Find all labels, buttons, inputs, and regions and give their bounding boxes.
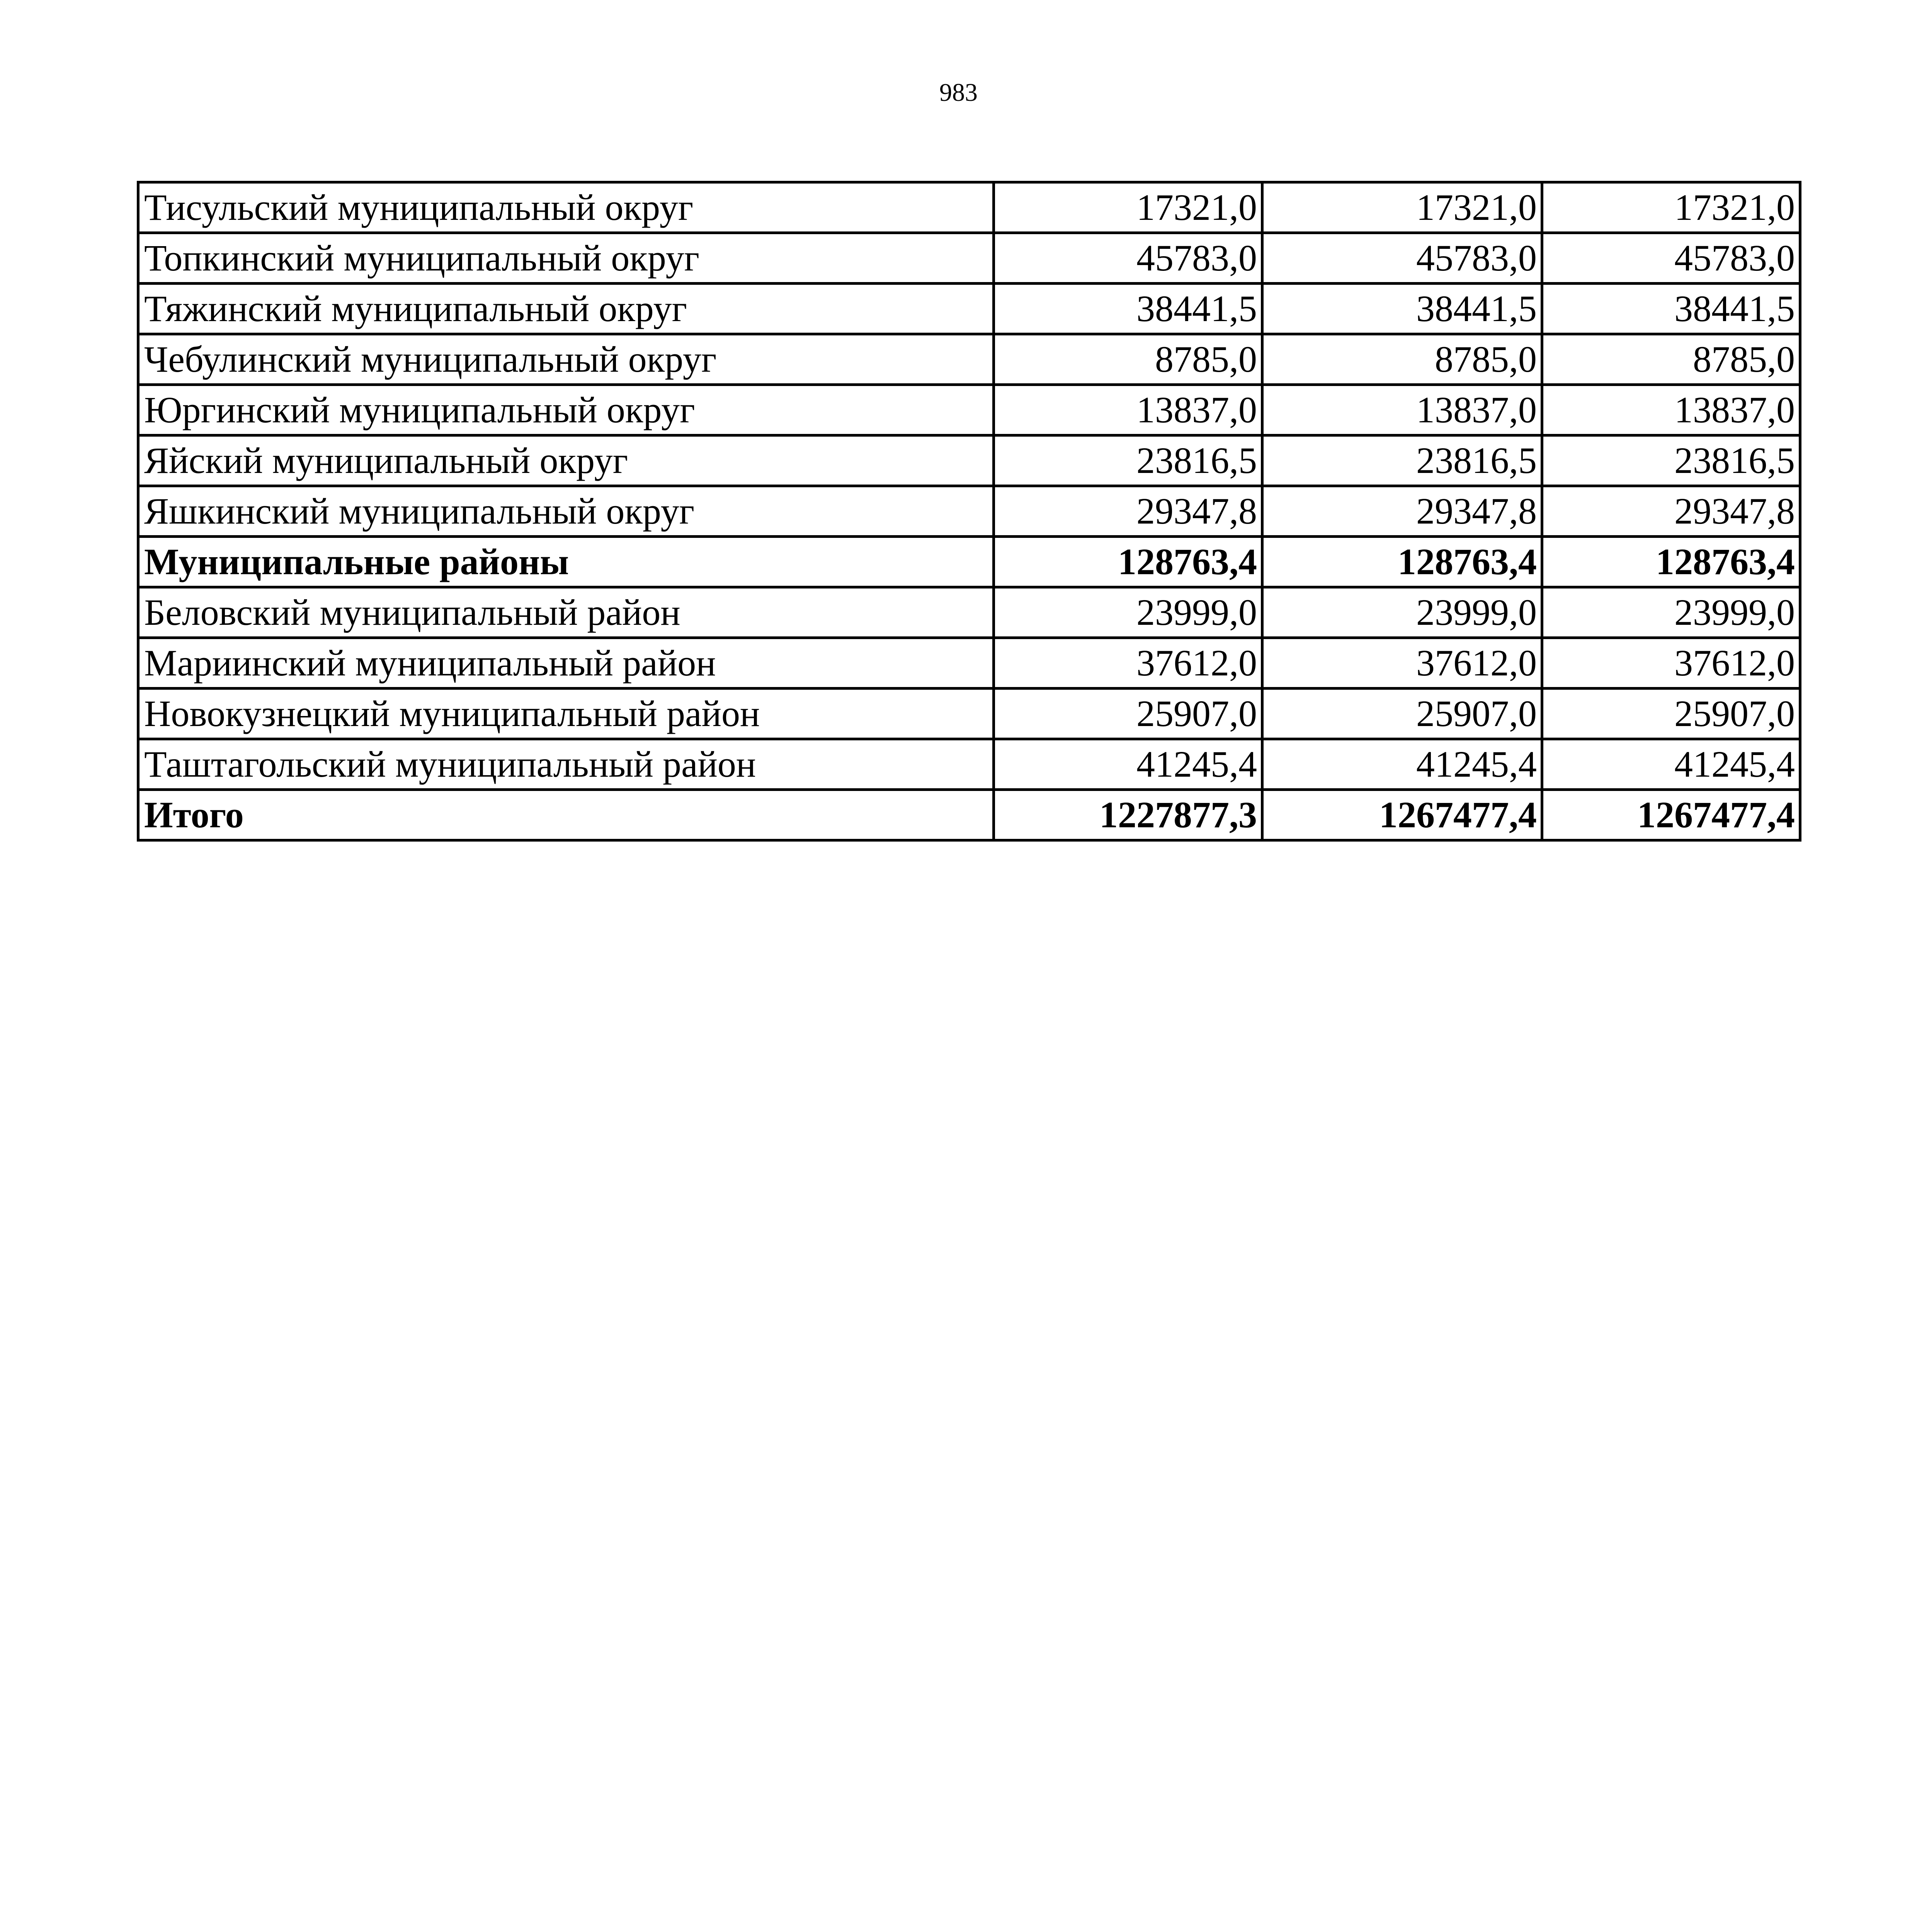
table-row — [138, 638, 1800, 689]
municipality-name-cell: Юргинский муниципальный округ — [138, 385, 994, 435]
municipality-name-cell: Тяжинский муниципальный округ — [138, 284, 994, 334]
value-cell-year-3: 25907,0 — [1542, 689, 1800, 739]
table-body — [138, 182, 1800, 840]
table-row — [138, 537, 1800, 587]
municipality-name-cell: Яйский муниципальный округ — [138, 435, 994, 486]
value-cell-year-2: 25907,0 — [1262, 689, 1542, 739]
value-cell-year-2: 38441,5 — [1262, 284, 1542, 334]
municipality-name-cell: Беловский муниципальный район — [138, 587, 994, 638]
value-cell-year-3: 23816,5 — [1542, 435, 1800, 486]
value-cell-year-3: 8785,0 — [1542, 334, 1800, 385]
value-cell-year-1: 1227877,3 — [994, 790, 1262, 840]
value-cell-year-1: 128763,4 — [994, 537, 1262, 587]
value-cell-year-2: 1267477,4 — [1262, 790, 1542, 840]
value-cell-year-2: 13837,0 — [1262, 385, 1542, 435]
budget-table — [137, 181, 1801, 842]
municipality-name-cell: Чебулинский муниципальный округ — [138, 334, 994, 385]
value-cell-year-2: 17321,0 — [1262, 182, 1542, 233]
total-name-cell: Итого — [138, 790, 994, 840]
table-row — [138, 435, 1800, 486]
value-cell-year-2: 41245,4 — [1262, 739, 1542, 790]
municipality-name-cell: Новокузнецкий муниципальный район — [138, 689, 994, 739]
value-cell-year-2: 8785,0 — [1262, 334, 1542, 385]
table-row — [138, 334, 1800, 385]
municipality-name-cell: Мариинский муниципальный район — [138, 638, 994, 689]
value-cell-year-1: 38441,5 — [994, 284, 1262, 334]
value-cell-year-1: 29347,8 — [994, 486, 1262, 537]
value-cell-year-1: 23816,5 — [994, 435, 1262, 486]
value-cell-year-3: 29347,8 — [1542, 486, 1800, 537]
value-cell-year-3: 17321,0 — [1542, 182, 1800, 233]
value-cell-year-1: 45783,0 — [994, 233, 1262, 284]
municipality-name-cell: Яшкинский муниципальный округ — [138, 486, 994, 537]
value-cell-year-2: 23816,5 — [1262, 435, 1542, 486]
value-cell-year-3: 45783,0 — [1542, 233, 1800, 284]
value-cell-year-3: 1267477,4 — [1542, 790, 1800, 840]
value-cell-year-1: 25907,0 — [994, 689, 1262, 739]
value-cell-year-1: 37612,0 — [994, 638, 1262, 689]
table-row — [138, 284, 1800, 334]
table-row — [138, 385, 1800, 435]
value-cell-year-1: 41245,4 — [994, 739, 1262, 790]
table-row — [138, 233, 1800, 284]
value-cell-year-2: 23999,0 — [1262, 587, 1542, 638]
value-cell-year-1: 23999,0 — [994, 587, 1262, 638]
value-cell-year-1: 13837,0 — [994, 385, 1262, 435]
value-cell-year-1: 8785,0 — [994, 334, 1262, 385]
municipality-name-cell: Таштагольский муниципальный район — [138, 739, 994, 790]
value-cell-year-2: 45783,0 — [1262, 233, 1542, 284]
municipality-name-cell: Топкинский муниципальный округ — [138, 233, 994, 284]
value-cell-year-2: 37612,0 — [1262, 638, 1542, 689]
value-cell-year-2: 29347,8 — [1262, 486, 1542, 537]
table-row — [138, 689, 1800, 739]
value-cell-year-3: 37612,0 — [1542, 638, 1800, 689]
section-name-cell: Муниципальные районы — [138, 537, 994, 587]
value-cell-year-3: 13837,0 — [1542, 385, 1800, 435]
table-row — [138, 486, 1800, 537]
table-row — [138, 739, 1800, 790]
value-cell-year-2: 128763,4 — [1262, 537, 1542, 587]
value-cell-year-1: 17321,0 — [994, 182, 1262, 233]
value-cell-year-3: 128763,4 — [1542, 537, 1800, 587]
table-row — [138, 587, 1800, 638]
value-cell-year-3: 38441,5 — [1542, 284, 1800, 334]
value-cell-year-3: 23999,0 — [1542, 587, 1800, 638]
value-cell-year-3: 41245,4 — [1542, 739, 1800, 790]
table-row — [138, 790, 1800, 840]
page-number: 983 — [939, 78, 978, 107]
municipality-name-cell: Тисульский муниципальный округ — [138, 182, 994, 233]
table-row — [138, 182, 1800, 233]
